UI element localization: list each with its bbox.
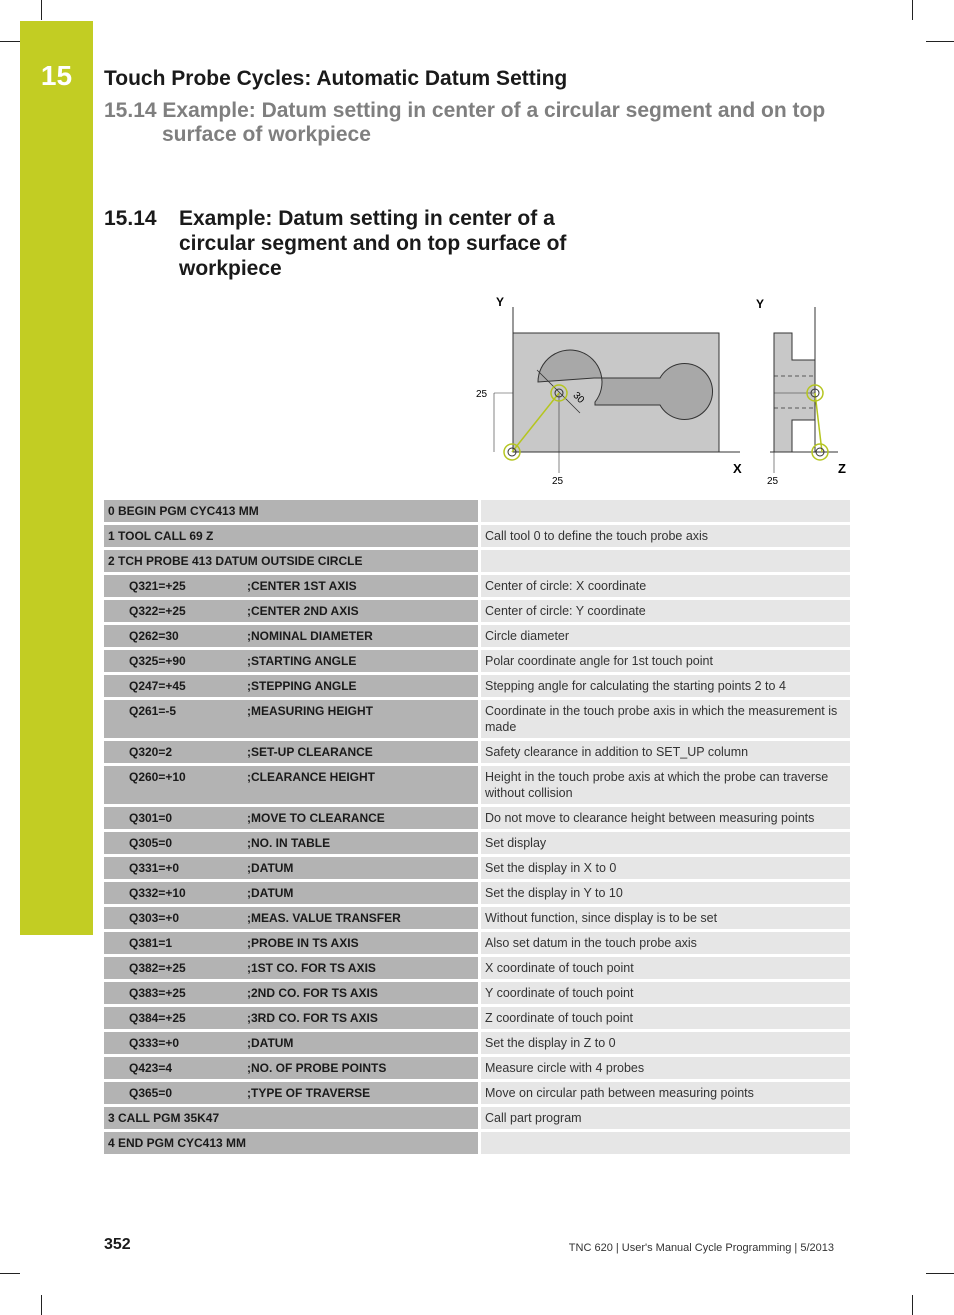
program-description: Call tool 0 to define the touch probe axis xyxy=(478,525,850,547)
q-parameter: Q247=+45 xyxy=(129,679,186,693)
crop-mark xyxy=(41,0,42,20)
program-row xyxy=(104,600,850,622)
program-code-cell xyxy=(104,907,478,929)
program-row xyxy=(104,675,850,697)
q-parameter: Q382=+25 xyxy=(129,961,186,975)
program-code-cell xyxy=(104,1107,478,1129)
dim-label-horizontal: 25 xyxy=(552,476,564,487)
program-description: Call part program xyxy=(478,1107,850,1129)
nc-block: 1 TOOL CALL 69 Z xyxy=(108,529,214,543)
program-row xyxy=(104,957,850,979)
q-parameter: Q305=0 xyxy=(129,836,173,850)
program-description xyxy=(478,1132,850,1154)
crop-mark xyxy=(912,0,913,20)
nc-block: 2 TCH PROBE 413 DATUM OUTSIDE CIRCLE xyxy=(108,554,363,568)
axis-label-y: Y xyxy=(496,295,505,309)
program-description: X coordinate of touch point xyxy=(478,957,850,979)
q-parameter: Q325=+90 xyxy=(129,654,186,668)
program-code-cell xyxy=(104,766,478,804)
program-row xyxy=(104,500,850,522)
program-description: Circle diameter xyxy=(478,625,850,647)
parameter-name: ;CLEARANCE HEIGHT xyxy=(247,770,375,784)
axis-label-z: Z xyxy=(838,461,846,476)
q-parameter: Q381=1 xyxy=(129,936,173,950)
program-description: Set the display in Y to 10 xyxy=(478,882,850,904)
q-parameter: Q261=-5 xyxy=(129,704,177,718)
program-code-cell xyxy=(104,675,478,697)
workpiece-figure xyxy=(470,290,860,490)
program-row xyxy=(104,882,850,904)
nc-block: 4 END PGM CYC413 MM xyxy=(108,1136,247,1150)
section-title: Example: Datum setting in center of a circular segment and on top surface of workpiece xyxy=(179,207,567,280)
q-parameter: Q383=+25 xyxy=(129,986,186,1000)
page-number: 352 xyxy=(104,1236,131,1253)
parameter-name: ;STEPPING ANGLE xyxy=(247,679,357,693)
program-description xyxy=(478,500,850,522)
program-row xyxy=(104,832,850,854)
program-code-cell xyxy=(104,882,478,904)
program-description: Set the display in X to 0 xyxy=(478,857,850,879)
parameter-name: ;3RD CO. FOR TS AXIS xyxy=(247,1011,378,1025)
parameter-name: ;CENTER 2ND AXIS xyxy=(247,604,359,618)
chapter-subtitle-line1: 15.14 Example: Datum setting in center of a circular segment and on top xyxy=(104,99,826,122)
nc-block: 3 CALL PGM 35K47 xyxy=(108,1111,220,1125)
parameter-name: ;TYPE OF TRAVERSE xyxy=(247,1086,371,1100)
q-parameter: Q365=0 xyxy=(129,1086,173,1100)
program-description: Set display xyxy=(478,832,850,854)
axis-label-y-side: Y xyxy=(756,297,765,311)
footer-text: TNC 620 | User's Manual Cycle Programming | 5/2013 xyxy=(568,1242,834,1254)
program-code-cell xyxy=(104,982,478,1004)
parameter-name: ;PROBE IN TS AXIS xyxy=(247,936,359,950)
program-description: Center of circle: X coordinate xyxy=(478,575,850,597)
program-description: Height in the touch probe axis at which the probe can traverse without collision xyxy=(478,766,850,804)
program-code-cell xyxy=(104,1032,478,1054)
q-parameter: Q333=+0 xyxy=(129,1036,180,1050)
parameter-name: ;MOVE TO CLEARANCE xyxy=(247,811,385,825)
program-code-cell xyxy=(104,1007,478,1029)
crop-mark xyxy=(926,1273,954,1274)
program-code-cell xyxy=(104,550,478,572)
section-heading xyxy=(104,206,584,281)
program-code-cell xyxy=(104,525,478,547)
program-row xyxy=(104,932,850,954)
program-row xyxy=(104,1132,850,1154)
chapter-title: Touch Probe Cycles: Automatic Datum Setting xyxy=(104,67,568,90)
program-description: Without function, since display is to be set xyxy=(478,907,850,929)
program-description: Y coordinate of touch point xyxy=(478,982,850,1004)
q-parameter: Q331=+0 xyxy=(129,861,180,875)
q-parameter: Q320=2 xyxy=(129,745,173,759)
program-description: Z coordinate of touch point xyxy=(478,1007,850,1029)
program-description: Coordinate in the touch probe axis in which the measurement is made xyxy=(478,700,850,738)
q-parameter: Q423=4 xyxy=(129,1061,173,1075)
chapter-subtitle xyxy=(104,99,825,147)
crop-mark xyxy=(41,1295,42,1315)
program-row xyxy=(104,650,850,672)
program-code-cell xyxy=(104,625,478,647)
parameter-name: ;STARTING ANGLE xyxy=(247,654,357,668)
q-parameter: Q332=+10 xyxy=(129,886,186,900)
program-description: Stepping angle for calculating the starting points 2 to 4 xyxy=(478,675,850,697)
q-parameter: Q322=+25 xyxy=(129,604,186,618)
q-parameter: Q260=+10 xyxy=(129,770,186,784)
parameter-name: ;NO. IN TABLE xyxy=(247,836,331,850)
program-row xyxy=(104,575,850,597)
q-parameter: Q262=30 xyxy=(129,629,179,643)
program-description: Also set datum in the touch probe axis xyxy=(478,932,850,954)
program-code-cell xyxy=(104,1132,478,1154)
program-code-cell xyxy=(104,1082,478,1104)
program-row xyxy=(104,857,850,879)
program-row xyxy=(104,1107,850,1129)
dim-label-diameter: 30 xyxy=(570,390,587,406)
program-description xyxy=(478,550,850,572)
side-profile xyxy=(774,333,815,452)
program-description: Measure circle with 4 probes xyxy=(478,1057,850,1079)
q-parameter: Q303=+0 xyxy=(129,911,180,925)
program-row xyxy=(104,907,850,929)
program-row xyxy=(104,766,850,804)
program-row xyxy=(104,807,850,829)
program-code-cell xyxy=(104,832,478,854)
program-description: Safety clearance in addition to SET_UP column xyxy=(478,741,850,763)
parameter-name: ;DATUM xyxy=(247,861,294,875)
crop-mark xyxy=(926,41,954,42)
program-code-cell xyxy=(104,957,478,979)
q-parameter: Q384=+25 xyxy=(129,1011,186,1025)
program-description: Polar coordinate angle for 1st touch point xyxy=(478,650,850,672)
program-description: Set the display in Z to 0 xyxy=(478,1032,850,1054)
program-code-cell xyxy=(104,1057,478,1079)
program-row xyxy=(104,700,850,738)
program-code-cell xyxy=(104,650,478,672)
parameter-name: ;1ST CO. FOR TS AXIS xyxy=(247,961,376,975)
parameter-name: ;CENTER 1ST AXIS xyxy=(247,579,357,593)
nc-program-table xyxy=(104,497,850,1157)
parameter-name: ;MEAS. VALUE TRANSFER xyxy=(247,911,401,925)
parameter-name: ;DATUM xyxy=(247,1036,294,1050)
parameter-name: ;NO. OF PROBE POINTS xyxy=(247,1061,387,1075)
program-row xyxy=(104,625,850,647)
program-row xyxy=(104,525,850,547)
crop-mark xyxy=(0,41,20,42)
program-row xyxy=(104,982,850,1004)
crop-mark xyxy=(0,1273,20,1274)
program-code-cell xyxy=(104,807,478,829)
dim-label-right: 25 xyxy=(767,476,779,487)
side-view xyxy=(756,297,846,487)
chapter-number: 15 xyxy=(40,60,73,91)
probe-path-side xyxy=(815,393,822,452)
program-row xyxy=(104,550,850,572)
axis-label-x: X xyxy=(733,461,742,476)
program-code-cell xyxy=(104,857,478,879)
parameter-name: ;NOMINAL DIAMETER xyxy=(247,629,373,643)
q-parameter: Q301=0 xyxy=(129,811,173,825)
parameter-name: ;SET-UP CLEARANCE xyxy=(247,745,373,759)
program-code-cell xyxy=(104,575,478,597)
program-description: Center of circle: Y coordinate xyxy=(478,600,850,622)
program-code-cell xyxy=(104,500,478,522)
chapter-sidebar xyxy=(20,21,93,935)
program-description: Do not move to clearance height between measuring points xyxy=(478,807,850,829)
dim-label-vertical: 25 xyxy=(476,389,488,400)
program-row xyxy=(104,1032,850,1054)
parameter-name: ;MEASURING HEIGHT xyxy=(247,704,373,718)
program-code-cell xyxy=(104,741,478,763)
top-view xyxy=(476,295,742,487)
program-code-cell xyxy=(104,700,478,738)
program-row xyxy=(104,741,850,763)
program-row xyxy=(104,1082,850,1104)
program-row xyxy=(104,1057,850,1079)
parameter-name: ;2ND CO. FOR TS AXIS xyxy=(247,986,378,1000)
program-code-cell xyxy=(104,932,478,954)
section-number: 15.14 xyxy=(104,207,157,230)
program-row xyxy=(104,1007,850,1029)
parameter-name: ;DATUM xyxy=(247,886,294,900)
nc-block: 0 BEGIN PGM CYC413 MM xyxy=(108,504,259,518)
program-description: Move on circular path between measuring points xyxy=(478,1082,850,1104)
nc-program-body xyxy=(104,500,850,1154)
crop-mark xyxy=(912,1295,913,1315)
program-code-cell xyxy=(104,600,478,622)
chapter-subtitle-line2: surface of workpiece xyxy=(162,123,371,146)
q-parameter: Q321=+25 xyxy=(129,579,186,593)
